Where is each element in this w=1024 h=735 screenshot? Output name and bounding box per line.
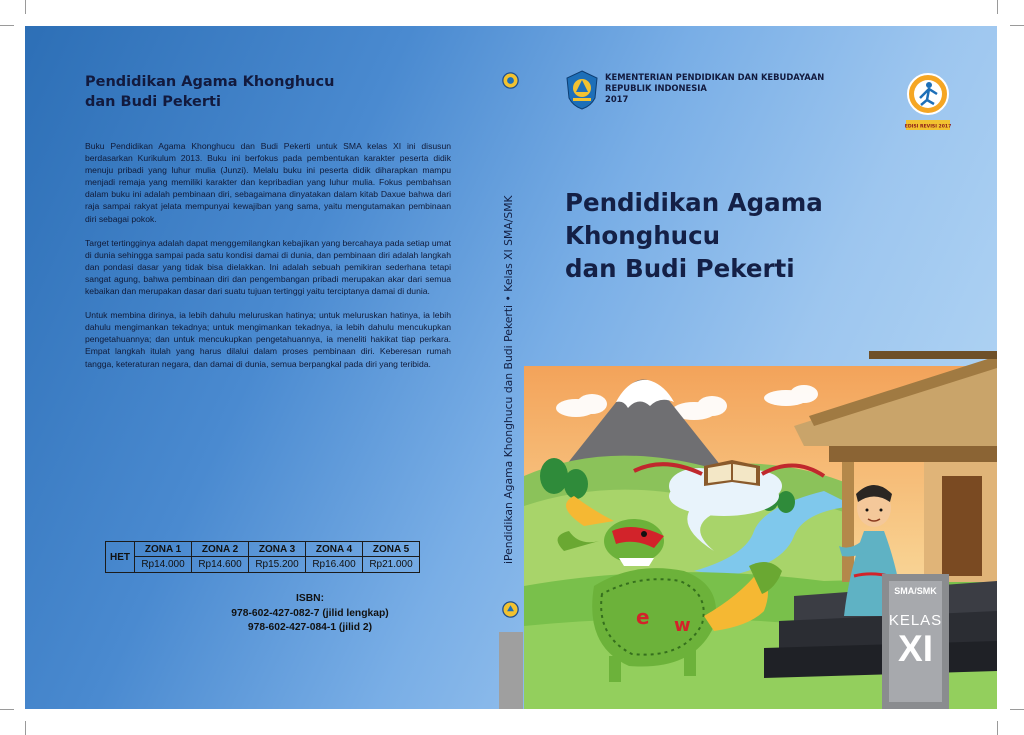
- publication-year: 2017: [605, 94, 629, 105]
- zone-header: ZONA 4: [306, 542, 363, 557]
- het-label: HET: [106, 542, 135, 573]
- zone-header: ZONA 2: [192, 542, 249, 557]
- front-cover-title: [565, 186, 985, 285]
- back-cover-title: [85, 72, 385, 112]
- zone-price: Rp16.400: [306, 557, 363, 573]
- zone-price: Rp15.200: [249, 557, 306, 573]
- price-table: [105, 541, 420, 573]
- crop-mark: [25, 0, 26, 14]
- back-title-line1: Pendidikan Agama Khonghucu: [85, 74, 335, 90]
- crop-mark: [25, 721, 26, 735]
- ministry-line1: KEMENTERIAN PENDIDIKAN DAN KEBUDAYAAN: [605, 72, 825, 82]
- zone-price: Rp14.000: [135, 557, 192, 573]
- back-cover-synopsis: [85, 140, 451, 382]
- zone-price: Rp21.000: [363, 557, 420, 573]
- synopsis-paragraph: Buku Pendidikan Agama Khonghucu dan Budi Pekerti untuk SMA kelas XI ini disusun berdasarkan Kurikulum 2013. Buku ini berfokus pada pembentukan karakter peserta didik menuju pribadi yang luhur mulia (Junzi). Melalu buku ini peserta didik diharapkan mampu menjadi remaja yang memiliki karakter dan kepribadian yang luhur mulia. Fokus pembahsan dalam buku ini adalah pembinaan diri, sebagaimana dinyatakan dalam kitab Daxue bahwa dari raja sampai rakyat jelata mempunyai kewajiban yang sama, yaitu mengutamakan pembinaan diri sebagai pokok.: [85, 141, 451, 224]
- tut-wuri-handayani-logo-icon: [565, 70, 599, 110]
- crop-mark: [997, 0, 998, 14]
- class-badge: [882, 574, 949, 709]
- crop-mark: [0, 709, 14, 710]
- spine-title: iPendidikan Agama Khonghucu dan Budi Pekerti • Kelas XI SMA/SMK: [502, 195, 515, 564]
- zone-price: Rp14.600: [192, 557, 249, 573]
- synopsis-paragraph: Target tertingginya adalah dapat menggemilangkan kebajikan yang bercahaya pada setiap umat di dunia sehingga sampai pada satu kondisi damai di dunia, dan pembinaan diri adalah langkah dan pondasi dasar yang tidak bisa dielakkan. Ini adalah sebuah pemikiran sederhana tetapi sangat agung, bahwa pembinaan diri dan pengembangan pribadi merupakan akar dari semua kebaikan dan merupakan dasar dari suatu tujuan tertinggi yaitu terciptanya damai di dunia.: [85, 237, 451, 297]
- kurikulum-2013-logo-icon: [905, 70, 951, 132]
- crop-mark: [997, 721, 998, 735]
- crop-mark: [1010, 25, 1024, 26]
- zone-header: ZONA 5: [363, 542, 420, 557]
- zone-header: ZONA 1: [135, 542, 192, 557]
- isbn-complete-set: 978-602-427-082-7 (jilid lengkap): [231, 607, 389, 619]
- crop-mark: [0, 25, 14, 26]
- publisher-logo-icon: [502, 601, 519, 618]
- isbn-block: [135, 592, 485, 636]
- back-title-line2: dan Budi Pekerti: [85, 94, 221, 110]
- zone-header: ZONA 3: [249, 542, 306, 557]
- isbn-volume: 978-602-427-084-1 (jilid 2): [247, 622, 373, 633]
- spine-bar: [499, 632, 523, 709]
- school-level: SMA/SMK: [894, 586, 937, 596]
- ministry-line2: REPUBLIK INDONESIA: [605, 83, 707, 94]
- book-cover-spread: [25, 26, 997, 709]
- ministry-name: [605, 72, 824, 106]
- front-title-line2: dan Budi Pekerti: [565, 254, 795, 283]
- crop-mark: [1010, 709, 1024, 710]
- svg-text:e: e: [636, 605, 650, 629]
- synopsis-paragraph: Untuk membina dirinya, ia lebih dahulu meluruskan hatinya; untuk meluruskan hatinya, ia lebih dahulu mengimankan tekadnya; untuk mengimankan tekadnya, ia lebih dahulu mencukupkan pengetahuannya; dan untuk mencukupkan pengetahuannya, ia meneliti hakikat tiap perkara. Empat langkah itulah yang harus dilalui dalam proses pembinaan diri. Keberesan rumah tangga, keteraturan negara, dan damai di dunia, semua berpangkal pada diri yang teribida.: [85, 310, 451, 369]
- isbn-label: ISBN:: [295, 593, 325, 604]
- svg-text:w: w: [674, 615, 691, 636]
- edisi-label: EDISI REVISI 2017: [905, 124, 951, 130]
- front-title-line1: Pendidikan Agama Khonghucu: [565, 188, 823, 250]
- class-number: XI: [898, 628, 933, 669]
- ministry-emblem-icon: [502, 72, 519, 89]
- class-label: KELAS: [888, 612, 943, 629]
